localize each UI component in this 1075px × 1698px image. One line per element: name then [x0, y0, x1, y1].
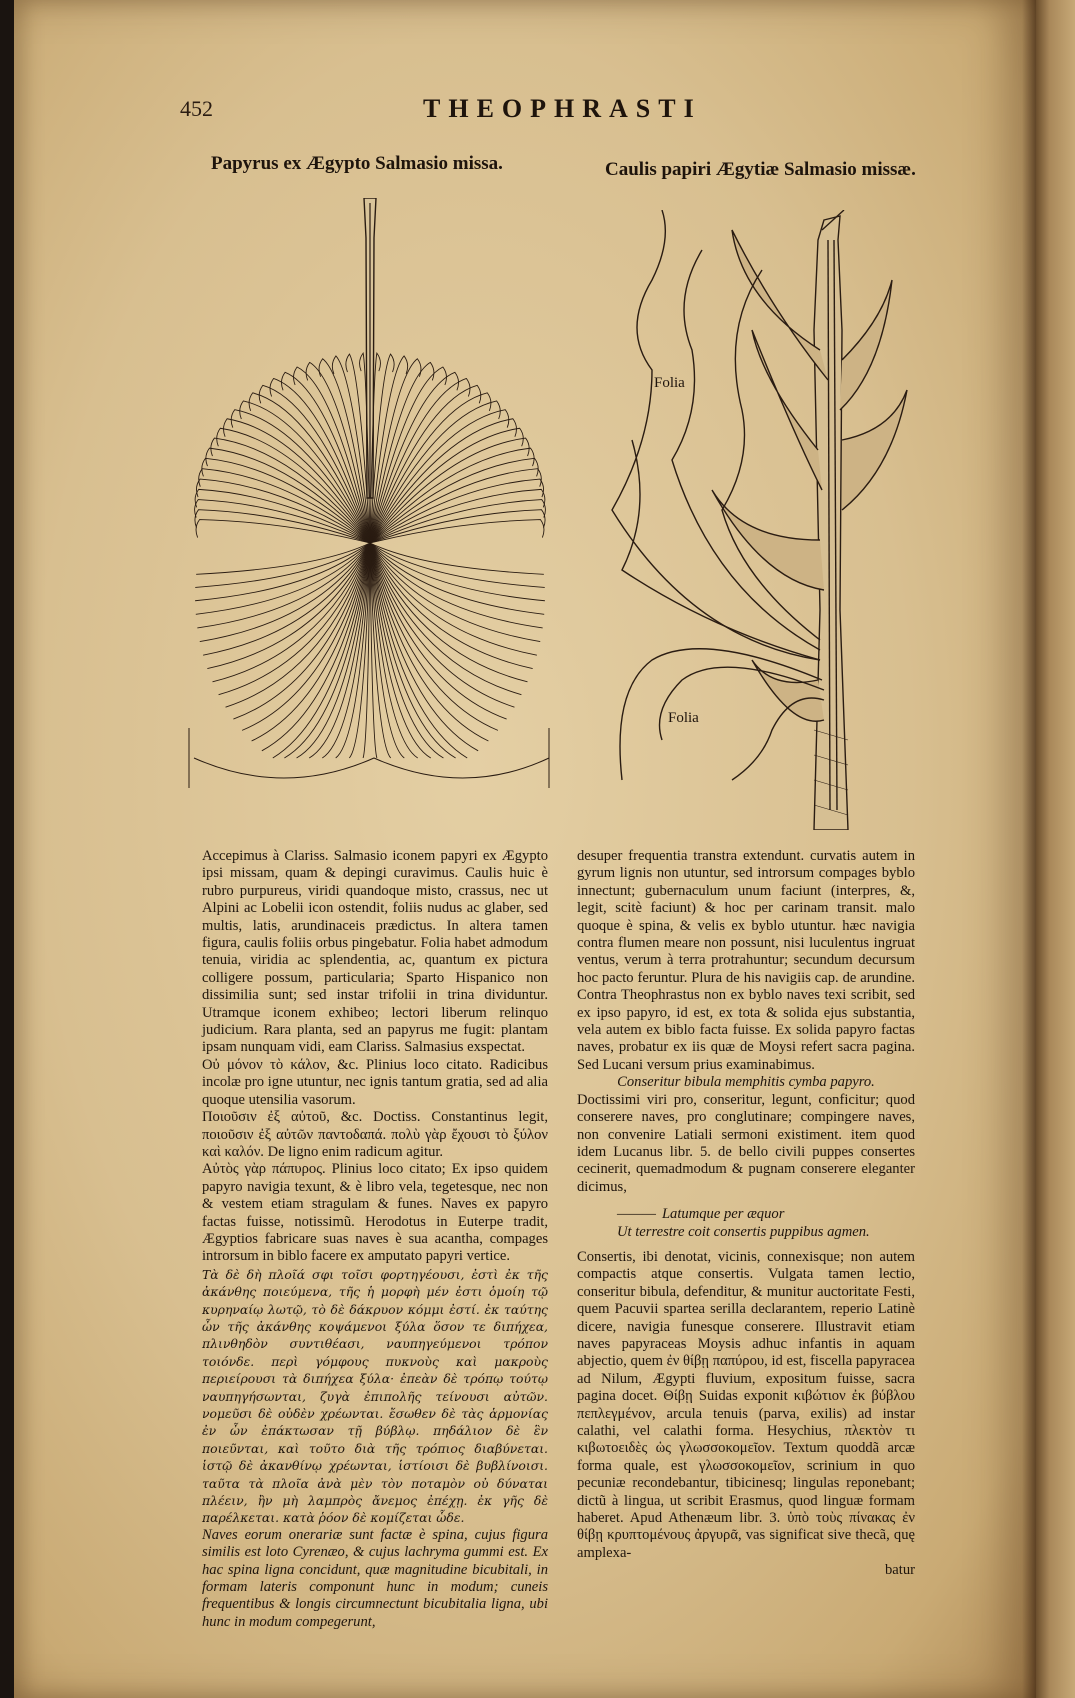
- figure-caption-left: Papyrus ex Ægypto Salmasio missa.: [211, 153, 503, 174]
- facing-page-edge: [1036, 0, 1075, 1698]
- verse-quotation: ——— Latumque per æquor Ut terrestre coit consertis puppibus agmen.: [577, 1206, 915, 1241]
- greek-passage: Τὰ δὲ δὴ πλοῖά σφι τοῖσι φορτηγέουσι, ἐστὶ ἐκ τῆς ἀκάνθης ποιεύμενα, τῆς ἡ μορφὴ μέν ἐστι ὁμοίη τῷ κυρηναίῳ λωτῷ, τὸ δὲ δάκρυον κόμμι ἐστί. ἐκ ταύτης ὦν τῆς ἀκάνθης κοψάμενοι ξύλα ὅσον τε διπήχεα, πλινθηδὸν συντιθέασι, ναυπηγεύμενοι τρόπον τοιόνδε. περὶ γόμφους πυκνοὺς καὶ μακροὺς περιείρουσι τὰ διπήχεα ξύλα· ἐπεὰν δὲ τρόπῳ τούτῳ ναυπηγήσωνται, ζυγὰ ἐπιπολῆς τείνουσι αὐτῶν. νομεῦσι δὲ οὐδὲν χρέωνται. ἔσωθεν δὲ τὰς ἁρμονίας ἐν ὦν ἐπάκτωσαν τῇ βύβλῳ. πηδάλιον δὲ ἓν ποιεῦνται, καὶ τοῦτο διὰ τῆς τρόπιος διαβύνεται. ἱστῷ δὲ ἀκανθίνῳ χρέωνται, ἱστίοισι δὲ βυβλίνοισι. ταῦτα τὰ πλοῖα ἀνὰ μὲν τὸν ποταμὸν οὐ δύναται πλέειν, ἢν μὴ λαμπρὸς ἄνεμος ἐπέχῃ. ἐκ γῆς δὲ παρέλκεται. κατὰ ῥόον δὲ κομίζεται ὧδε.: [202, 1266, 548, 1526]
- right-paragraph: desuper frequentia transtra extendunt. curvatis autem in gyrum lignis non utuntur, sed introrsum compages byblo innectunt; gubernaculum unum faciunt (interpres, &, legit, scitè faciunt) & hoc per carinam transit. malo quoque è spina, & velis ex byblo utuntur. hæc navigia contra flumen meare non possunt, nisi luculentus ingruat ventus, verum à terra protrahuntur; secundum decursum hoc pacto feruntur. Plura de his navigiis cap. de arundine. Contra Theophrastus non ex byblo naves texi scribit, sed ex ipso papyro, id est, ex tota & solida ejus substantia, vela autem ex biblo facta fuisse. Ex solida papyro factas naves, probatur ex iis quæ de Moysi refert sacra pagina. Sed Lucani versum prius examinabimus.: [577, 848, 915, 1073]
- left-paragraph: Accepimus à Clariss. Salmasio iconem papyri ex Ægypto ipsi missam, quam & depingi curavimus. Caulis huic è rubro purpureus, viridi quandoque misto, crassus, nec ut Alpini ac Lobelii icon ostendit, foliis nudus ac glaber, sed multis, latis, arundinaceis prædictus. In altera tamen figura, caulis foliis orbus pingebatur. Folia habet admodum tenuia, viridia ac splendentia, ac, quantum ex pictura colligere possum, particularia; Sparto Hispanico non dissimilia sunt; sed instar trifolii in trina dividuntur. Utramque iconem exhibeo; lectori liberum relinquo judicium. Rara planta, sed an papyrus me fugit: plantam ipsam nunquam vidi, eam Clariss. Salmasius exspectat.: [202, 848, 548, 1056]
- running-head: THEOPHRASTI: [423, 94, 702, 123]
- right-paragraph: Doctissimi viri pro, conseritur, legunt, conficitur; quod conserere naves, pro conglutinare; compingere naves, non convenire Latiali sermoni existiment. item quod idem Lucanus libr. 5. de bello civili puppes consertes cecinerit, quemadmodum & pugnam conserere eleganter dicimus,: [577, 1091, 915, 1195]
- papyrus-stem-illustration: [592, 210, 912, 830]
- lucan-verse: Conseritur bibula memphitis cymba papyro.: [617, 1074, 875, 1091]
- left-paragraph: Οὐ μόνον τὸ κάλον, &c. Plinius loco citato. Radicibus incolæ pro igne utuntur, nec ignis tantum gratia, sed ad alia quoque utensilia vasorum.: [202, 1056, 548, 1108]
- papyrus-umbel-illustration: [184, 198, 559, 818]
- book-page: [14, 0, 1036, 1698]
- left-paragraph: Ποιοῦσιν ἐξ αὐτοῦ, &c. Doctiss. Constantinus legit, ποιοῦσιν ἐξ αὐτῶν παντοδαπά. πολὺ γὰρ ἔχουσι τὸ ξύλον καὶ καλόν. De ligno enim radicum agitur.: [202, 1109, 548, 1160]
- figure-caption-right: Caulis papiri Ægytiæ Salmasio missæ.: [605, 159, 916, 180]
- left-text-column: [202, 848, 548, 1631]
- left-paragraph: Αὐτὸς γὰρ πάπυρος. Plinius loco citato; Ex ipso quidem papyro navigia texunt, & è libro vela, tegetesque, nec non & vestem etiam stragulam & funes. Naves ex papyro factas fuisse, notissimũ. Herodotus in Euterpe tradit, Ægyptios fabricare suas naves è sua acantha, compages introrsum in biblo facere ex amputato papyri vertice.: [202, 1161, 548, 1265]
- left-paragraph: Naves eorum onerariæ sunt factæ è spina, cujus figura similis est loto Cyrenæo, & cujus lachryma gummi est. Ex hac spina ligna concidunt, quæ magnitudine bicubitali, in formam lateris componunt hunc in modum; cuneis frequentibus & longis circumnectunt bicubitalia ligna, ubi hunc in modum compegerunt,: [202, 1526, 548, 1630]
- right-paragraph: Consertis, ibi denotat, vicinis, connexisque; non autem compactis atque consertis. Vulgata tamen lectio, conseritur bibula, defenditur, & munitur auctoritate Festi, quem Pacuvii spartea serilla declarantem, reperio Latinè dicere, navigia funesque conserere. Illustravit etiam naves papyraceas Moysis adhuc infantis in aquam abjectio, quem ἐν θίβῃ παπύρου, id est, fiscella papyracea ad Nilum, Ægypti fluvium, expositum fuisse, sacra pagina docet. Θίβῃ Suidas exponit κιβώτιον ἐκ βύβλου πεπλεγμένον, arcula tenuis (parva, exilis) ad instar calathi, vel calathi forma. Hesychius, πλεκτὸν τι κιβωτοειδὲς ὡς γλωσσοκομεῖον. Textum quoddã arcæ forma quale, est γλωσσοκομεῖον, scrinium in quo pecuniæ recondebantur, tibicinesq; lingulas reponebant; dictũ à lingua, ut scribit Erasmus, quod linguæ formam haberet. Apud Athenæum libr. 3. ὑπὸ τοὺς πίνακας ἐν θίβῃ κρυπτομένους ἀργυρᾶ, vas significat sive thecã, quę amplexa-: [577, 1248, 915, 1561]
- quote-line: Latumque per æquor: [661, 1206, 785, 1223]
- quote-line: Ut terrestre coit consertis puppibus agmen.: [617, 1223, 870, 1240]
- folia-label-upper: Folia: [654, 375, 685, 391]
- right-text-column: [577, 848, 915, 1580]
- catchword: batur: [885, 1562, 915, 1579]
- folia-label-lower: Folia: [668, 710, 699, 726]
- page-number: 452: [180, 96, 213, 121]
